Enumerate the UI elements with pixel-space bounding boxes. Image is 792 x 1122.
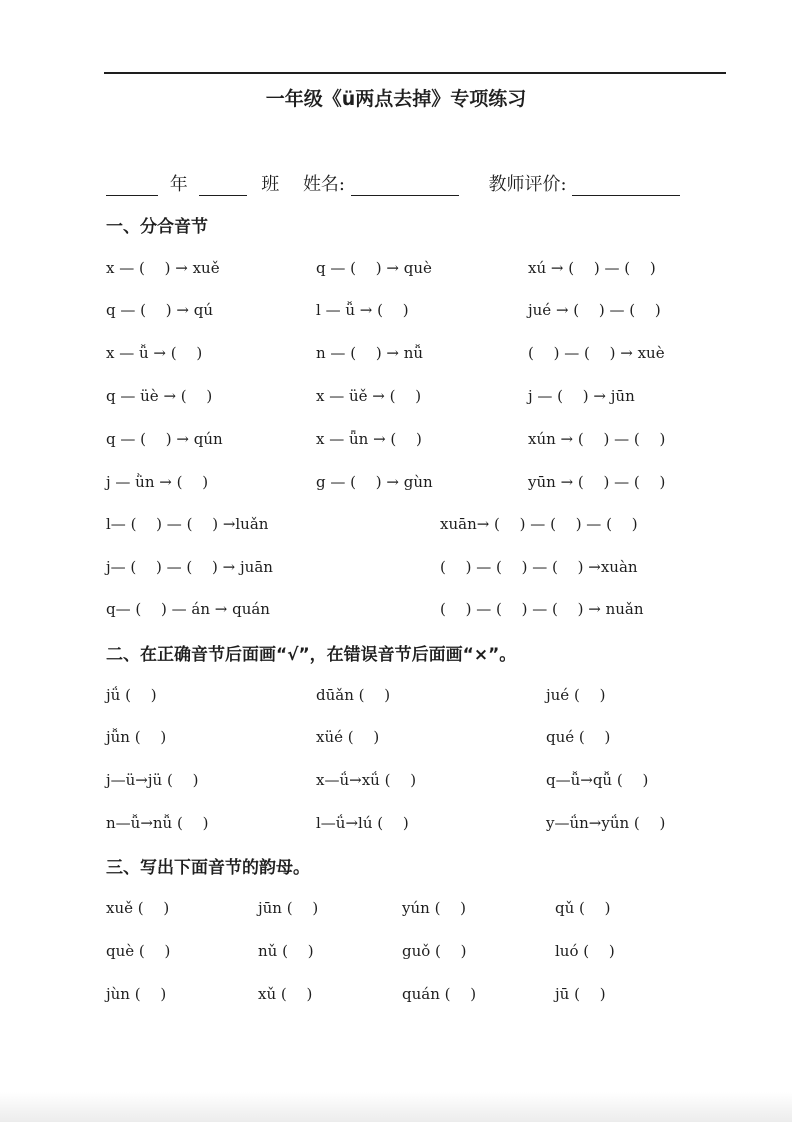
s3-item[interactable]: xǔ ( ) xyxy=(258,985,313,1003)
teacher-blank[interactable] xyxy=(572,177,680,196)
section2-heading: 二、在正确音节后面画“√”，在错误音节后面画“×”。 xyxy=(106,645,517,665)
s1-item[interactable]: ( ) — ( ) — ( ) → nuǎn xyxy=(440,600,644,618)
class-blank[interactable] xyxy=(199,177,247,196)
s2-item[interactable]: x—ǘ→xǘ ( ) xyxy=(316,771,417,789)
grade-blank[interactable] xyxy=(106,177,158,196)
s1-item[interactable]: q — üè → ( ) xyxy=(106,387,213,405)
s2-item[interactable]: n—ǚ→nǚ ( ) xyxy=(106,814,209,832)
s2-item[interactable]: jué ( ) xyxy=(546,686,606,704)
s1-item[interactable]: j — ( ) → jūn xyxy=(528,387,635,405)
s1-item[interactable]: g — ( ) → gùn xyxy=(316,473,433,491)
s2-item[interactable]: jǘ ( ) xyxy=(106,686,157,704)
student-info-line xyxy=(106,170,680,196)
s3-item[interactable]: jūn ( ) xyxy=(258,899,319,917)
s1-item[interactable]: jué → ( ) — ( ) xyxy=(528,301,661,319)
s1-item[interactable]: x — ( ) → xuě xyxy=(106,259,220,277)
top-rule xyxy=(104,72,726,74)
s3-item[interactable]: jū ( ) xyxy=(555,985,606,1003)
s1-item[interactable]: n — ( ) → nǚ xyxy=(316,344,424,362)
s3-item[interactable]: què ( ) xyxy=(106,942,171,960)
s3-item[interactable]: quán ( ) xyxy=(402,985,477,1003)
s2-item[interactable]: dūǎn ( ) xyxy=(316,686,391,704)
section1-heading: 一、分合音节 xyxy=(106,217,208,237)
s3-item[interactable]: xuě ( ) xyxy=(106,899,170,917)
s1-item[interactable]: yūn → ( ) — ( ) xyxy=(528,473,666,491)
s1-item[interactable]: j— ( ) — ( ) → juān xyxy=(106,558,273,576)
s1-item[interactable]: x — üě → ( ) xyxy=(316,387,422,405)
page-title: 一年级《ü两点去掉》专项练习 xyxy=(265,88,527,110)
s3-item[interactable]: yún ( ) xyxy=(402,899,467,917)
s3-item[interactable]: jùn ( ) xyxy=(106,985,167,1003)
s1-item[interactable]: x — ǚ → ( ) xyxy=(106,344,203,362)
grade-label: 年 xyxy=(169,174,188,195)
page-bottom-shadow xyxy=(0,1092,792,1122)
class-label: 班 xyxy=(261,174,280,195)
s3-item[interactable]: qǔ ( ) xyxy=(555,899,611,917)
s1-item[interactable]: xuān→ ( ) — ( ) — ( ) xyxy=(440,515,638,533)
s1-item[interactable]: q— ( ) — án → quán xyxy=(106,600,270,618)
s2-item[interactable]: xüé ( ) xyxy=(316,728,380,746)
s1-item[interactable]: q — ( ) → què xyxy=(316,259,432,277)
s1-item[interactable]: ( ) — ( ) → xuè xyxy=(528,344,665,362)
s1-item[interactable]: q — ( ) → qú xyxy=(106,301,213,319)
s2-item[interactable]: jǚn ( ) xyxy=(106,728,167,746)
s2-item[interactable]: qué ( ) xyxy=(546,728,611,746)
s1-item[interactable]: ( ) — ( ) — ( ) →xuàn xyxy=(440,558,638,576)
s1-item[interactable]: xú → ( ) — ( ) xyxy=(528,259,656,277)
s1-item[interactable]: l — ǚ → ( ) xyxy=(316,301,409,319)
name-label: 姓名: xyxy=(302,174,346,195)
s1-item[interactable]: j — ǜn → ( ) xyxy=(106,473,209,491)
s1-item[interactable]: x — ǖn → ( ) xyxy=(316,430,422,448)
s2-item[interactable]: j—ü→jü ( ) xyxy=(106,771,199,789)
s3-item[interactable]: guǒ ( ) xyxy=(402,942,467,960)
s1-item[interactable]: xún → ( ) — ( ) xyxy=(528,430,666,448)
s3-item[interactable]: luó ( ) xyxy=(555,942,615,960)
s2-item[interactable]: l—ǘ→lú ( ) xyxy=(316,814,409,832)
s1-item[interactable]: l— ( ) — ( ) →luǎn xyxy=(106,515,269,533)
s2-item[interactable]: y—ǘn→yǘn ( ) xyxy=(546,814,666,832)
s2-item[interactable]: q—ǚ→qǚ ( ) xyxy=(546,771,649,789)
s3-item[interactable]: nǔ ( ) xyxy=(258,942,314,960)
teacher-label: 教师评价: xyxy=(488,174,567,195)
section3-heading: 三、写出下面音节的韵母。 xyxy=(106,858,310,878)
s1-item[interactable]: q — ( ) → qún xyxy=(106,430,223,448)
name-blank[interactable] xyxy=(351,177,459,196)
